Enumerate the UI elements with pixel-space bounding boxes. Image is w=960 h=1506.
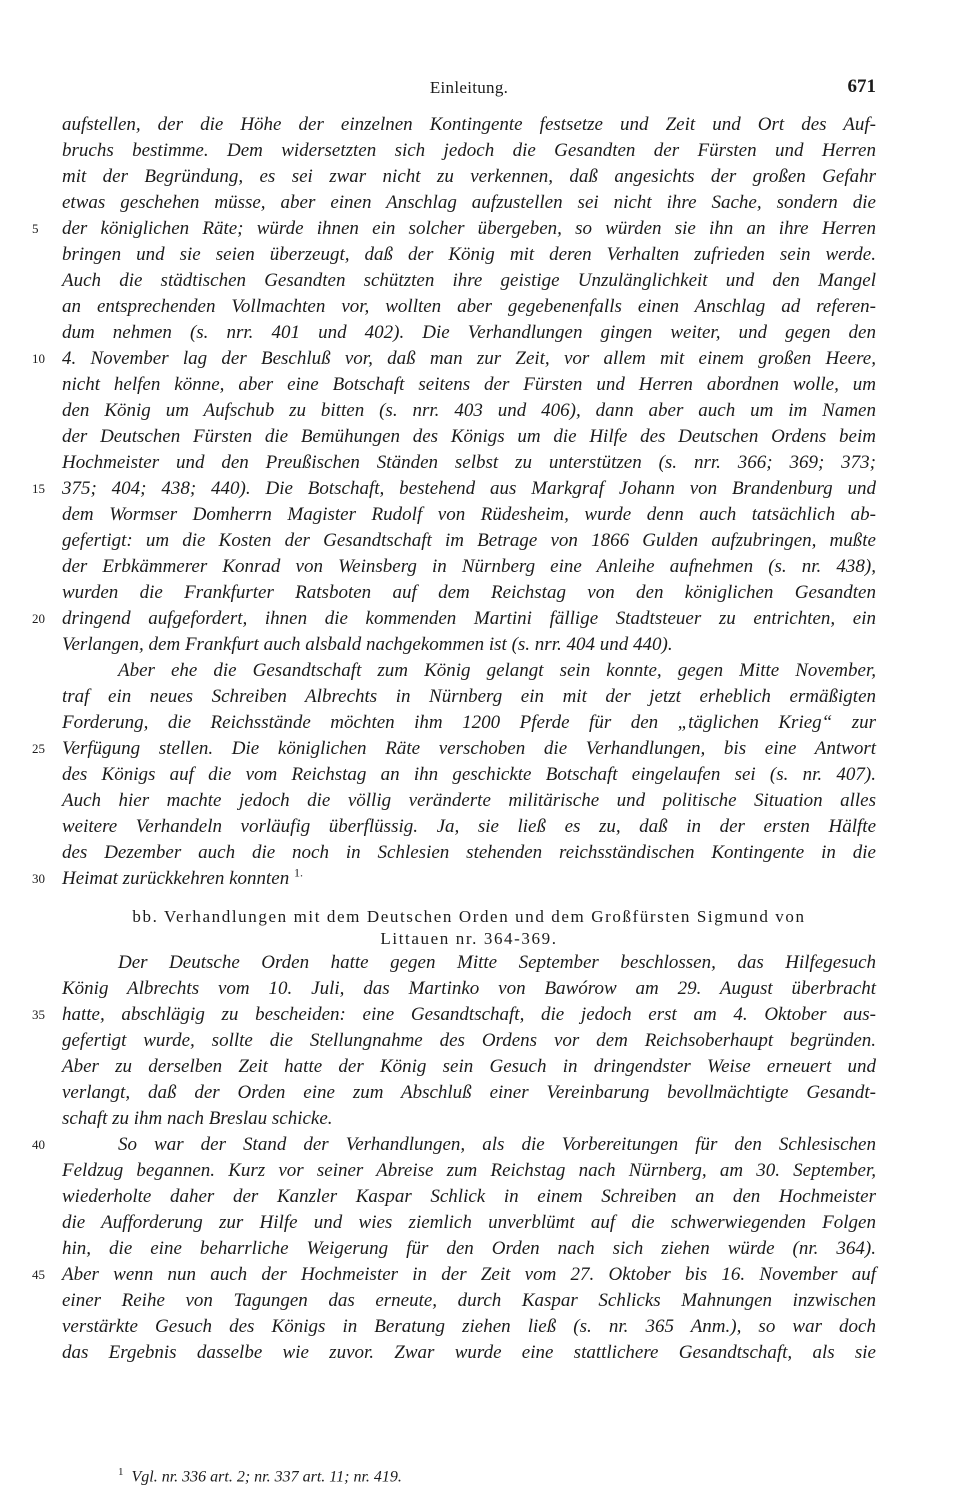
- text-line: [62, 1236, 876, 1262]
- line-text: hatte, abschlägig zu bescheiden: eine Gesandtschaft, die jedoch erst am 4. Oktober aus-: [62, 1004, 876, 1025]
- line-number: 15: [32, 481, 45, 496]
- line-number: 45: [32, 1267, 45, 1282]
- text-line: [62, 1080, 876, 1106]
- text-line: [62, 684, 876, 710]
- line-text: Verfügung stellen. Die königlichen Räte verschoben die Verhandlungen, bis eine Antwort: [62, 738, 876, 759]
- line-text: weitere Verhandeln vorläufig überflüssig. Ja, sie ließ es zu, daß in der ersten Hälfte: [62, 816, 876, 837]
- line-text: 375; 404; 438; 440). Die Botschaft, bestehend aus Markgraf Johann von Brandenburg und: [62, 478, 876, 499]
- line-number: 10: [32, 351, 45, 366]
- text-line: [62, 268, 876, 294]
- text-line: [62, 1158, 876, 1184]
- text-line: [62, 658, 876, 684]
- text-line: [62, 762, 876, 788]
- text-line: [62, 632, 876, 658]
- text-line: [62, 164, 876, 190]
- footnote-text: Vgl. nr. 336 art. 2; nr. 337 art. 11; nr. 419.: [131, 1468, 402, 1486]
- text-line: [62, 1184, 876, 1210]
- line-text: verstärkte Gesuch des Königs in Beratung ziehen ließ (s. nr. 365 Anm.), so war doch: [62, 1316, 876, 1337]
- line-text: wiederholte daher der Kanzler Kaspar Schlick in einem Schreiben an den Hochmeister: [62, 1186, 876, 1207]
- line-number: 5: [32, 221, 39, 236]
- text-line: [62, 424, 876, 450]
- text-line: [32, 1002, 876, 1028]
- text-line: [62, 190, 876, 216]
- line-text: die Aufforderung zur Hilfe und wies ziemlich unverblümt auf die schwerwiegenden Folgen: [62, 1212, 876, 1233]
- text-line: [62, 976, 876, 1002]
- footnote-reference: 1.: [293, 865, 303, 880]
- line-text: wurden die Frankfurter Ratsboten auf dem Reichstag von den königlichen Gesandten: [62, 582, 876, 603]
- text-line: [62, 294, 876, 320]
- text-line: [62, 112, 876, 138]
- text-line: [62, 138, 876, 164]
- line-text: das Ergebnis dasselbe wie zuvor. Zwar wurde eine stattlichere Gesandtschaft, als sie: [62, 1342, 876, 1363]
- running-title: Einleitung.: [429, 78, 509, 97]
- line-text: Feldzug begannen. Kurz vor seiner Abreise zum Reichstag nach Nürnberg, am 30. September,: [62, 1160, 876, 1181]
- line-text: verlangt, daß der Orden eine zum Abschluß einer Vereinbarung bevollmächtigte Gesandt-: [62, 1082, 876, 1103]
- line-text: den König um Aufschub zu bitten (s. nrr. 403 und 406), dann aber auch um im Namen: [62, 400, 876, 421]
- line-text: Aber wenn nun auch der Hochmeister in der Zeit vom 27. Oktober bis 16. November auf: [62, 1264, 876, 1285]
- text-line: [62, 528, 876, 554]
- text-line: [62, 710, 876, 736]
- section-heading-line-1: bb. Verhandlungen mit dem Deutschen Orden und dem Großfürsten Sigmund von: [132, 907, 806, 926]
- line-text: Auch die städtischen Gesandten schützten ihre geistige Unzulänglichkeit und den Mangel: [62, 270, 876, 291]
- text-line: [32, 736, 876, 762]
- line-text: bringen und sie seien überzeugt, daß der König mit deren Verhalten zufrieden sein werde.: [62, 244, 876, 265]
- line-text: dum nehmen (s. nrr. 401 und 402). Die Verhandlungen gingen weiter, und gegen den: [62, 322, 876, 343]
- line-number: 40: [32, 1137, 45, 1152]
- line-text: Der Deutsche Orden hatte gegen Mitte September beschlossen, das Hilfegesuch: [118, 952, 876, 973]
- line-text: gefertigt wurde, sollte die Stellungnahme des Ordens vor dem Reichsoberhaupt begründen.: [62, 1030, 876, 1051]
- line-text: Aber ehe die Gesandtschaft zum König gelangt sein konnte, gegen Mitte November,: [118, 660, 876, 681]
- text-line: [62, 320, 876, 346]
- paragraph-block-2: [32, 950, 876, 1366]
- text-line: [62, 554, 876, 580]
- line-number: 30: [32, 871, 45, 886]
- text-line: [32, 476, 876, 502]
- text-line: [62, 502, 876, 528]
- page-header: [62, 74, 876, 104]
- line-text: Forderung, die Reichsstände möchten ihm 1200 Pferde für den „täglichen Krieg“ zur: [62, 712, 876, 733]
- line-text: an entsprechenden Vollmachten vor, wollten aber gegebenenfalls einen Anschlag ad referen-: [62, 296, 876, 317]
- text-line: [62, 814, 876, 840]
- section-heading: [62, 906, 876, 950]
- text-line: [62, 788, 876, 814]
- line-text: Aber zu derselben Zeit hatte der König sein Gesuch in dringendster Weise erneuert und: [62, 1056, 876, 1077]
- line-text: einer Reihe von Tagungen das erneute, durch Kaspar Schlicks Mahnungen inzwischen: [62, 1290, 876, 1311]
- text-line: [32, 865, 876, 892]
- line-text: Heimat zurückkehren konnten: [62, 868, 290, 889]
- body-text: [32, 112, 876, 1366]
- text-line: [62, 450, 876, 476]
- line-text: So war der Stand der Verhandlungen, als die Vorbereitungen für den Schlesischen: [118, 1134, 876, 1155]
- line-text: gefertigt: um die Kosten der Gesandtschaft im Betrage von 1866 Gulden aufzubringen, mußte: [62, 530, 876, 551]
- text-line: [62, 580, 876, 606]
- line-text: hin, die eine beharrliche Weigerung für den Orden nach sich ziehen würde (nr. 364).: [62, 1238, 876, 1259]
- line-text: des Dezember auch die noch in Schlesien stehenden reichsständischen Kontingente in die: [62, 842, 876, 863]
- line-text: schaft zu ihm nach Breslau schicke.: [62, 1108, 333, 1129]
- text-line: [62, 1054, 876, 1080]
- section-heading-line-2: Littauen nr. 364-369.: [380, 929, 558, 948]
- text-line: [62, 1028, 876, 1054]
- text-line: [62, 1210, 876, 1236]
- line-text: traf ein neues Schreiben Albrechts in Nürnberg ein mit der jetzt erheblich ermäßigten: [62, 686, 876, 707]
- page-number: 671: [847, 76, 876, 97]
- text-line: [32, 216, 876, 242]
- line-number: 20: [32, 611, 45, 626]
- text-line: [32, 606, 876, 632]
- text-line: [32, 1132, 876, 1158]
- line-text: der Erbkämmerer Konrad von Weinsberg in Nürnberg eine Anleihe aufnehmen (s. nr. 438),: [62, 556, 876, 577]
- text-line: [62, 1340, 876, 1366]
- line-text: mit der Begründung, es sei zwar nicht zu verkennen, daß angesichts der großen Gefahr: [62, 166, 876, 187]
- line-text: etwas geschehen müsse, aber einen Anschlag aufzustellen sei nicht ihre Sache, sondern die: [62, 192, 876, 213]
- paragraph-block-1: [32, 112, 876, 892]
- line-text: aufstellen, der die Höhe der einzelnen Kontingente festsetze und Zeit und Ort des Auf-: [62, 114, 876, 135]
- text-line: [32, 346, 876, 372]
- line-text: dringend aufgefordert, ihnen die kommenden Martini fällige Stadtsteuer zu entrichten, ein: [62, 608, 876, 629]
- line-text: der königlichen Räte; würde ihnen ein solcher übergeben, so würden sie ihn an ihre Herren: [62, 218, 876, 239]
- text-line: [62, 398, 876, 424]
- line-text: Verlangen, dem Frankfurt auch alsbald nachgekommen ist (s. nrr. 404 und 440).: [62, 634, 673, 655]
- text-line: [62, 372, 876, 398]
- text-line: [62, 1288, 876, 1314]
- line-text: der Deutschen Fürsten die Bemühungen des Königs um die Hilfe des Deutschen Ordens beim: [62, 426, 876, 447]
- footnote: [118, 1466, 402, 1486]
- line-text: Auch hier machte jedoch die völlig veränderte militärische und politische Situation alles: [62, 790, 876, 811]
- line-text: König Albrechts vom 10. Juli, das Martinko von Bawórow am 29. August überbracht: [62, 978, 876, 999]
- line-number: 25: [32, 741, 45, 756]
- footnote-mark: 1: [118, 1466, 124, 1478]
- line-text: Hochmeister und den Preußischen Ständen selbst zu unterstützen (s. nrr. 366; 369; 373;: [62, 452, 876, 473]
- line-number: 35: [32, 1007, 45, 1022]
- line-text: des Königs auf die vom Reichstag an ihn geschickte Botschaft eingelaufen sei (s. nr. 407).: [62, 764, 876, 785]
- line-text: bruchs bestimme. Dem widersetzten sich jedoch die Gesandten der Fürsten und Herren: [62, 140, 876, 161]
- text-line: [62, 242, 876, 268]
- text-line: [32, 1262, 876, 1288]
- line-text: nicht helfen könne, aber eine Botschaft seitens der Fürsten und Herren abordnen wolle, um: [62, 374, 876, 395]
- text-line: [62, 950, 876, 976]
- text-line: [62, 840, 876, 866]
- text-line: [62, 1106, 876, 1132]
- text-line: [62, 1314, 876, 1340]
- line-text: dem Wormser Domherrn Magister Rudolf von Rüdesheim, wurde denn auch tatsächlich ab-: [62, 504, 876, 525]
- line-text: 4. November lag der Beschluß vor, daß man zur Zeit, vor allem mit einem großen Heere,: [62, 348, 876, 369]
